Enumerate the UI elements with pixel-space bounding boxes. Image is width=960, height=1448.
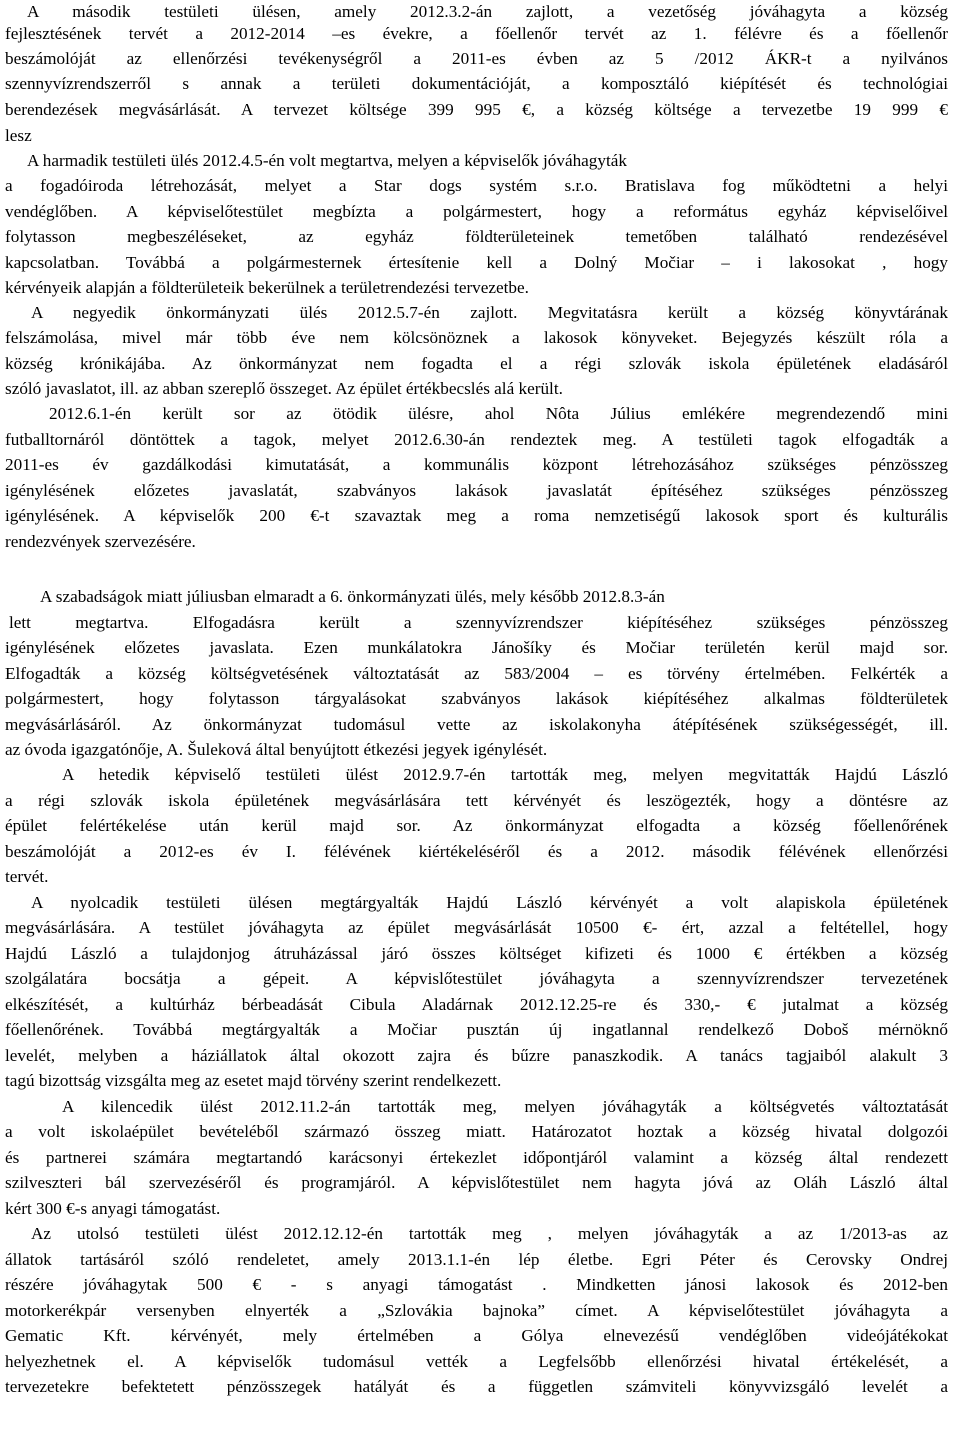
text-line: község krónikájába. Az önkormányzat nem fogadta el a régi szlovák iskola épületének eladásáról bbox=[5, 354, 948, 373]
text-line: a volt iskolaépület bevételéből származó összeg miatt. Határozatot hoztak a község hivatal dolgozói bbox=[5, 1122, 948, 1141]
text-line: lesz bbox=[5, 126, 32, 145]
text-line: tagú bizottság vizsgálta meg az esetet majd törvény szerint rendelkezett. bbox=[5, 1071, 502, 1090]
text-line: berendezések megvásárlását. A tervezet költsége 399 995 €, a község költsége a tervezetbe 19 999 € bbox=[5, 100, 948, 119]
text-line: beszámolóját a 2012-es év I. félévének kiértékeléséről és a 2012. második félévének ellenőrzési bbox=[5, 842, 948, 861]
text-line: 2012.6.1-én került sor az ötödik ülésre, ahol Nôta Július emlékére megrendezendő mini bbox=[49, 404, 948, 423]
text-line: állatok tartásáról szóló rendeletet, amely 2013.1.1-én lép életbe. Egri Péter és Cerovsky Ondrej bbox=[5, 1250, 948, 1269]
text-line: folytasson megbeszéléseket, az egyház földterületeinek temetőben található rendezésével bbox=[5, 227, 948, 246]
text-line: A kilencedik ülést 2012.11.2-án tartották meg, melyen jóváhagyták a költségvetés változtatását bbox=[62, 1097, 948, 1116]
text-line: fejlesztésének tervét a 2012-2014 –es évekre, a főellenőr tervét az 1. félévre és a főellenőr bbox=[5, 24, 948, 43]
text-line: beszámolóját az ellenőrzési tevékenységről a 2011-es évben az 5 /2012 ÁKR-t a nyilvános bbox=[5, 49, 948, 68]
text-line: levelét, melyben a háziállatok által okozott zajra és bűzre panaszkodik. A tanács tagjaiból alakult 3 bbox=[5, 1046, 948, 1065]
text-line: A szabadságok miatt júliusban elmaradt a 6. önkormányzati ülés, mely később 2012.8.3-án bbox=[40, 587, 665, 606]
text-line: A második testületi ülésen, amely 2012.3.2-án zajlott, a vezetőség jóváhagyta a község bbox=[27, 2, 948, 21]
text-line: Az utolsó testületi ülést 2012.12.12-én tartották meg , melyen jóváhagyták a az 1/2013-as az bbox=[31, 1224, 948, 1243]
text-line: szolgálatára bocsátja a gépeit. A képvislőtestület jóváhagyta a szennyvízrendszer tervezetének bbox=[5, 969, 948, 988]
text-line: kért 300 €-s anyagi támogatást. bbox=[5, 1199, 221, 1218]
text-line: szennyvízrendszerről s annak a területi dokumentációját, a komposztáló kiépítését és technológiai bbox=[5, 74, 948, 93]
text-line: rendezvények szervezésére. bbox=[5, 532, 196, 551]
text-line: Hajdú László a tulajdonjog átruházással járó összes költséget kifizeti és 1000 € értékben a község bbox=[5, 944, 948, 963]
text-line: megvásárlásáról. Az önkormányzat tudomásul vette az iskolakonyha átépítésének szükségességét, ill. bbox=[5, 715, 948, 734]
text-line: 2011-es év gazdálkodási kimutatását, a kommunális központ létrehozásához szükséges pénzösszeg bbox=[5, 455, 948, 474]
text-line: felszámolása, mivel már több éve nem kölcsönöznek a lakosok könyveket. Bejegyzés készült róla a bbox=[5, 328, 948, 347]
text-line: részére jóváhagytak 500 € - s anyagi támogatást . Mindketten jánosi lakosok és 2012-ben bbox=[5, 1275, 948, 1294]
text-line: motorkerékpár versenyben elnyerték a „Szlovákia bajnoka” címet. A képviselőtestület jóváhagyta a bbox=[5, 1301, 948, 1320]
text-line: Elfogadták a község költségvetésének változtatását az 583/2004 – es törvény értelmében. Felkérték a bbox=[5, 664, 948, 683]
text-line: igénylésének előzetes javaslatát, szabványos lakások javaslatát építéséhez szükséges pénzösszeg bbox=[5, 481, 948, 500]
text-line: és partnerei számára megtartandó karácsonyi értekezlet időpontjáról valamint a község által rendezett bbox=[5, 1148, 948, 1167]
text-line: szóló javaslatot, ill. az abban szereplő összeget. Az épület értékbecslés alá került. bbox=[5, 379, 563, 398]
text-line: futballtornáról döntöttek a tagok, melyet 2012.6.30-án rendeztek meg. A testületi tagok elfogadták a bbox=[5, 430, 948, 449]
text-line: épület felértékelése után kerül majd sor. Az önkormányzat elfogadta a község főellenőrének bbox=[5, 816, 948, 835]
text-line: A hetedik képviselő testületi ülést 2012.9.7-én tartották meg, melyen megvitatták Hajdú László bbox=[62, 765, 948, 784]
text-line: kapcsolatban. Továbbá a polgármesternek értesítenie kell a Dolný Močiar – i lakosokat , hogy bbox=[5, 253, 948, 272]
text-line: elkészítését, a kultúrház bérbeadását Cibula Aladárnak 2012.12.25-re és 330,- € jutalmat a község bbox=[5, 995, 948, 1014]
text-line: A negyedik önkormányzati ülés 2012.5.7-én zajlott. Megvitatásra került a község könyvtárának bbox=[31, 303, 948, 322]
text-line: polgármestert, hogy folytasson tárgyalásokat szabványos lakások kiépítéséhez alkalmas földterületek bbox=[5, 689, 948, 708]
text-line: igénylésének. A képviselők 200 €-t szavaztak meg a roma nemzetiségű lakosok sport és kulturális bbox=[5, 506, 948, 525]
text-line: főellenőrének. Továbbá megtárgyalták a Močiar pusztán új ingatlannal rendelkező Doboš mérnöknő bbox=[5, 1020, 948, 1039]
text-line: igénylésének előzetes javaslata. Ezen munkálatokra Jánošíky és Močiar területén kerül majd sor. bbox=[5, 638, 948, 657]
text-line: a régi szlovák iskola épületének megvásárlására tett kérvényét és leszögezték, hogy a döntésre az bbox=[5, 791, 948, 810]
text-line: megvásárlására. A testület jóváhagyta az épület megvásárlását 10500 €- ért, azzal a feltétellel, hogy bbox=[5, 918, 948, 937]
text-line: vendéglőben. A képviselőtestület megbízta a polgármestert, hogy a református egyház képviselőivel bbox=[5, 202, 948, 221]
text-line: tervét. bbox=[5, 867, 49, 886]
text-line: a fogadóiroda létrehozását, melyet a Star dogs systém s.r.o. Bratislava fog működtetni a helyi bbox=[5, 176, 948, 195]
text-line: szilveszteri bál szervezéséről és programjáról. A képvislőtestület nem hagyta jóvá az Oláh László által bbox=[5, 1173, 948, 1192]
text-line: kérvényeik alapján a földterületeik bekerülnek a területrendezési tervezetbe. bbox=[5, 278, 529, 297]
text-line: tervezetekre befektetett pénzösszegek hatályát és a független számviteli könyvvizsgáló levelét a bbox=[5, 1377, 948, 1396]
text-line: lett megtartva. Elfogadásra került a szennyvízrendszer kiépítéséhez szükséges pénzösszeg bbox=[9, 613, 948, 632]
text-line: az óvoda igazgatónője, A. Šuleková által benyújtott étkezési jegyek igénylését. bbox=[5, 740, 548, 759]
text-line: Gematic Kft. kérvényét, mely értelmében a Gólya elnevezésű vendéglőben videójátékokat bbox=[5, 1326, 948, 1345]
text-line: A harmadik testületi ülés 2012.4.5-én volt megtartva, melyen a képviselők jóváhagyták bbox=[27, 151, 627, 170]
text-line: helyezhetnek el. A képviselők tudomásul vették a Legfelsőbb ellenőrzési hivatal értékelését, a bbox=[5, 1352, 948, 1371]
text-line: A nyolcadik testületi ülésen megtárgyalták Hajdú László kérvényét a volt alapiskola épületének bbox=[31, 893, 948, 912]
